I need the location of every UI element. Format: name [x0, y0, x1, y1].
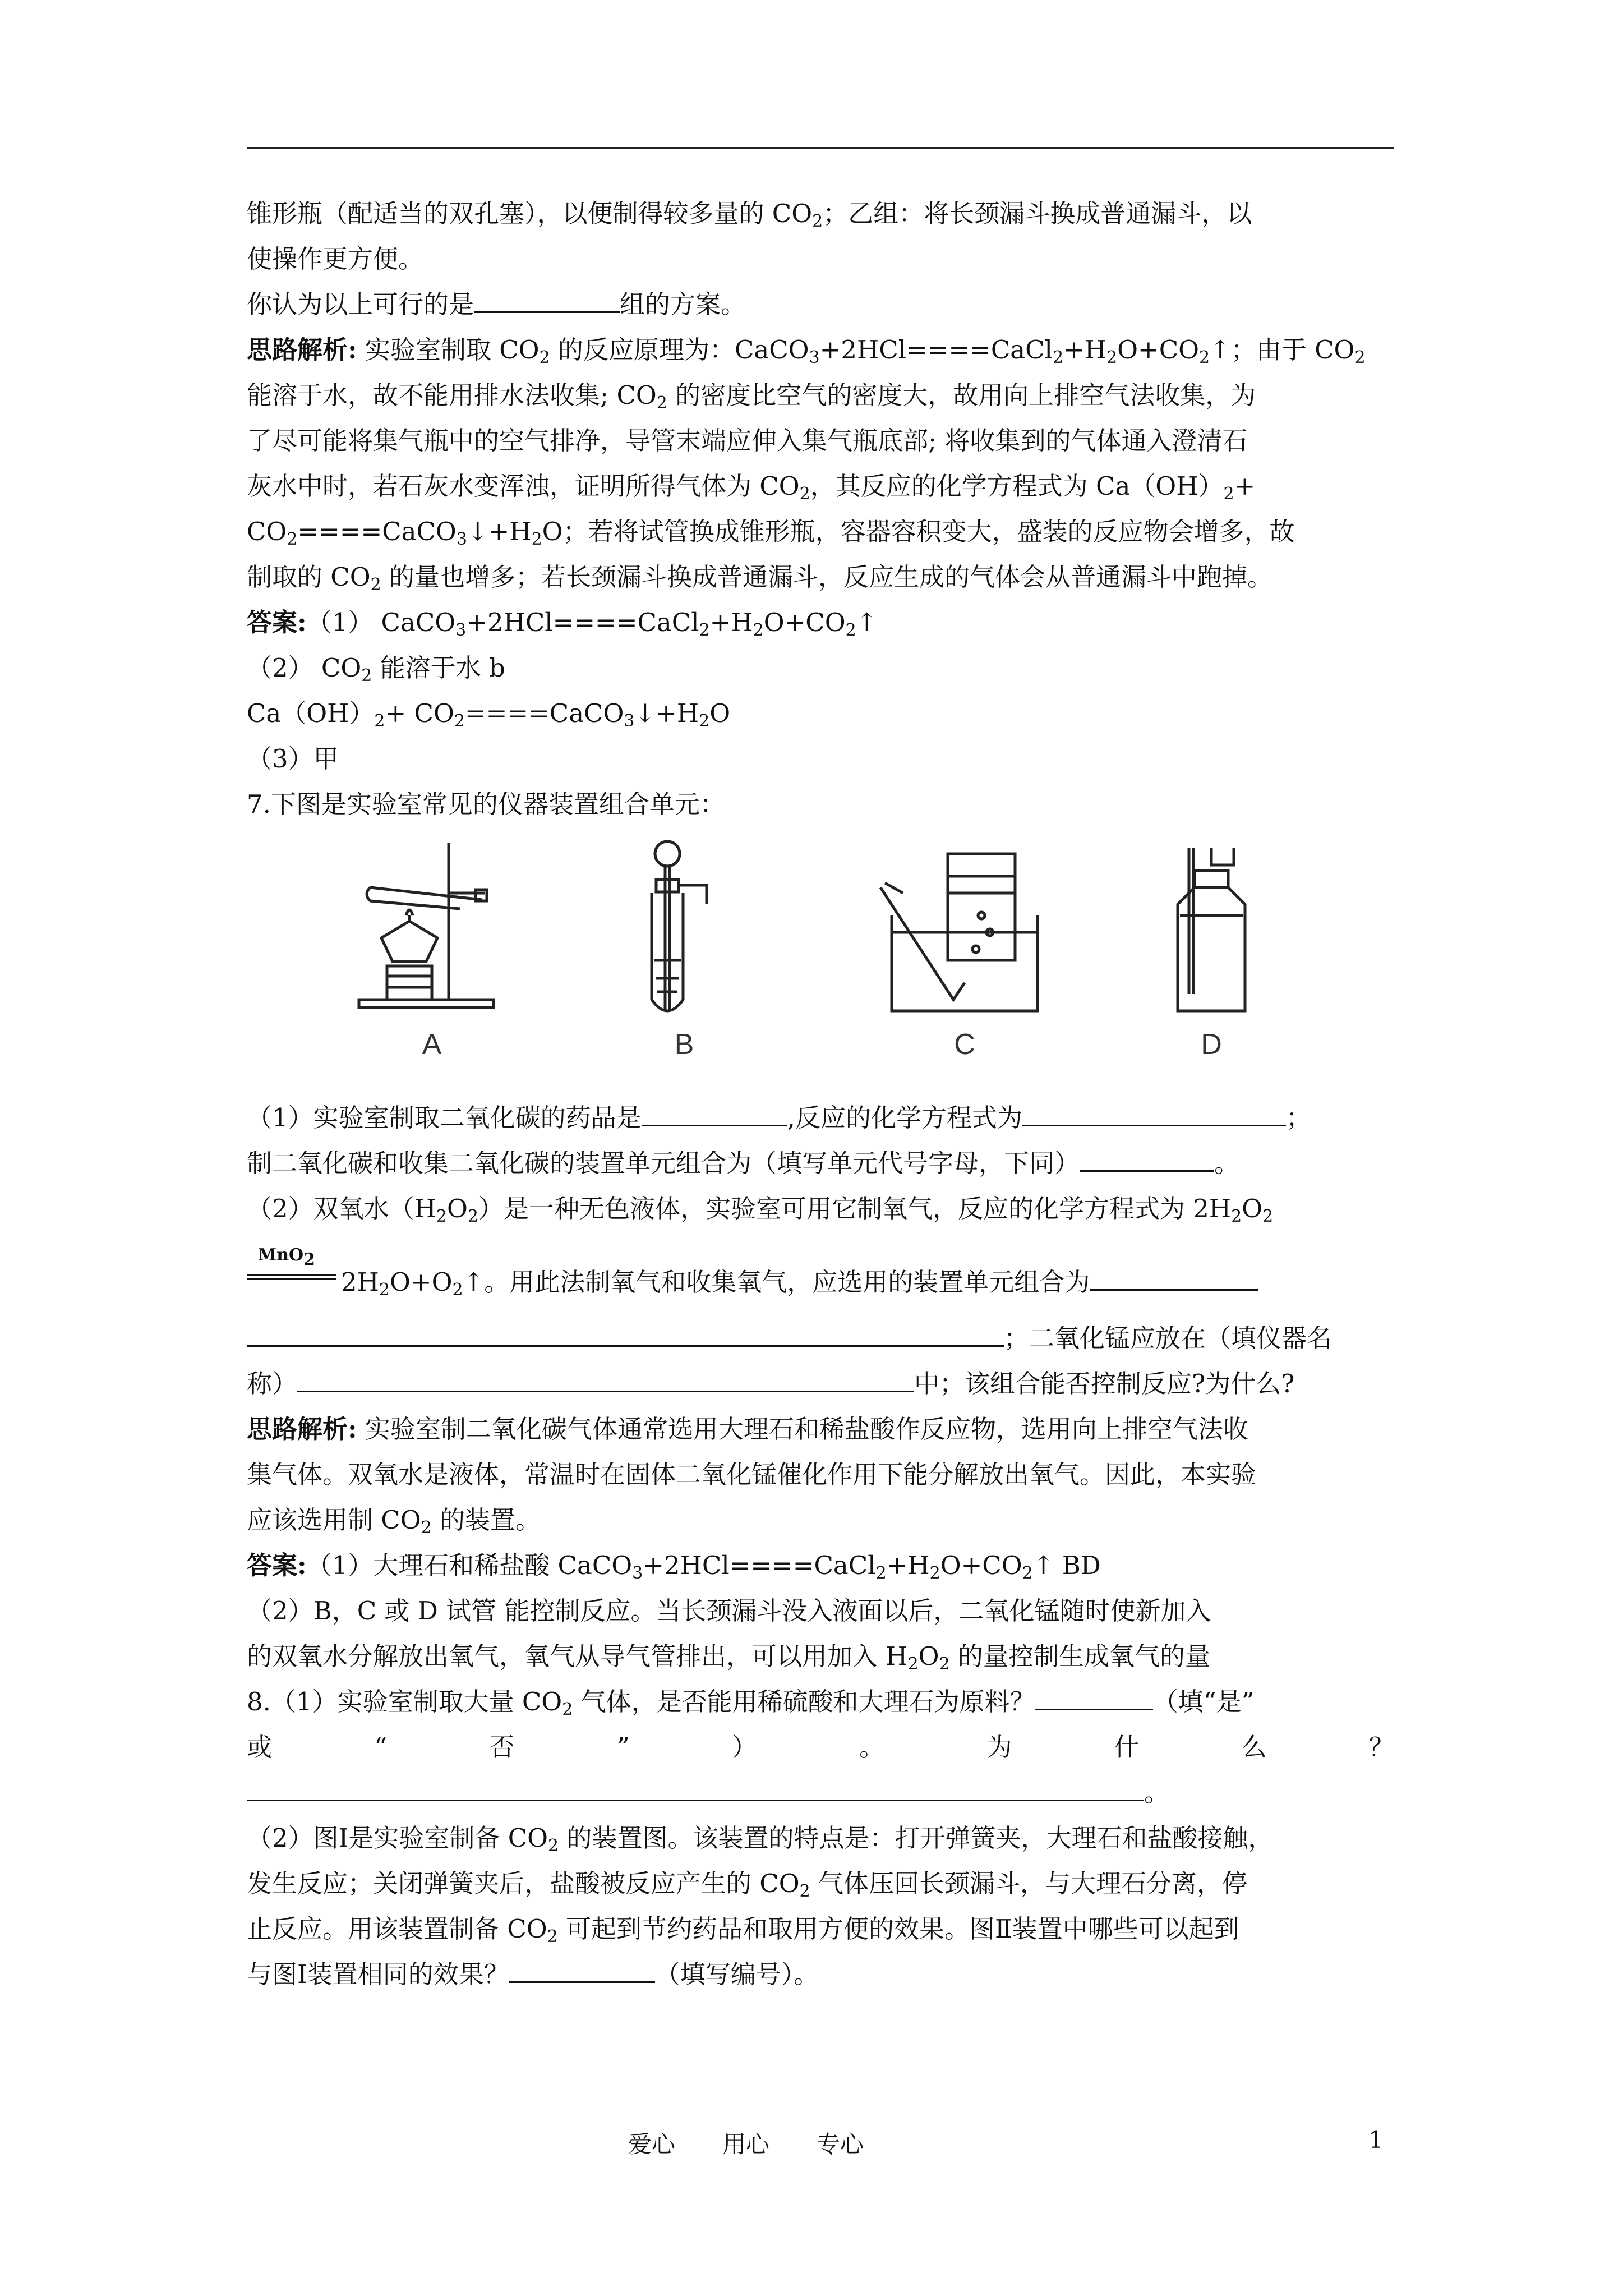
answer-blank[interactable]	[474, 287, 620, 313]
analysis-line: 集气体。双氧水是液体，常温时在固体二氧化锰催化作用下能分解放出氧气。因此，本实验	[247, 1460, 1257, 1489]
question-8-line: 。	[247, 1770, 1394, 1815]
question-line: 制二氧化碳和收集二氧化碳的装置单元组合为（填写单元代号字母，下同） 。	[247, 1140, 1394, 1186]
apparatus-d	[1155, 831, 1267, 1061]
analysis-line: 思路解析: 实验室制取 $CO_2$ 的反应原理为：$CaCO_3+2HCl====CaCl_2+H_2O+CO_2↑$；由于 $CO_2$	[247, 335, 1366, 367]
figure-label-a: A	[422, 1028, 442, 1061]
document-body	[247, 191, 1394, 1997]
equation-bar	[247, 1274, 336, 1276]
apparatus-a	[348, 831, 516, 1061]
answer-line: $Ca(OH)_2+$ $CO_2====CaCO_3↓+H_2O$	[247, 698, 731, 731]
answer-blank[interactable]	[642, 1100, 787, 1126]
answer-blank[interactable]	[297, 1366, 914, 1392]
test-tube-funnel-icon	[628, 831, 740, 1022]
apparatus-b	[628, 831, 740, 1061]
answer-blank[interactable]	[1035, 1684, 1153, 1710]
question-8-line: （2）图Ⅰ是实验室制备 $CO_2$ 的装置图。该装置的特点是：打开弹簧夹，大理石和盐酸接触，	[247, 1823, 1274, 1856]
equation-bar	[247, 1278, 336, 1280]
analysis-line: 制取的 $CO_2$ 的量也增多；若长颈漏斗换成普通漏斗，反应生成的气体会从普通漏斗中跑掉。	[247, 562, 1273, 595]
question-8-line: 发生反应；关闭弹簧夹后，盐酸被反应产生的 $CO_2$ 气体压回长颈漏斗，与大理石分离，停	[247, 1869, 1248, 1901]
figure-label-d: D	[1201, 1028, 1222, 1061]
apparatus-c	[869, 831, 1060, 1061]
answer-blank[interactable]	[1080, 1145, 1214, 1172]
answer-blank[interactable]	[1090, 1264, 1258, 1291]
analysis-line: $CO_2====CaCO_3↓+H_2O$；若将试管换成锥形瓶，容器容积变大，盛装的反应物会增多，故	[247, 517, 1295, 549]
alcohol-lamp-stand-icon	[348, 831, 516, 1022]
catalyst-equation-line: MnO$_2$ $2H_2O+O_2↑$。用此法制氧气和收集氧气，应选用的装置单元组合为	[247, 1231, 1394, 1315]
answer-blank[interactable]	[509, 1957, 655, 1983]
question-8-line: 8.（1）实验室制取大量 $CO_2$ 气体，是否能用稀硫酸和大理石为原料？ （填“是”	[247, 1679, 1394, 1724]
question-line: （2）双氧水$(H_2O_2)$是一种无色液体，实验室可用它制氧气，反应的化学方程式为 $2H_2O_2$	[247, 1194, 1274, 1226]
answer-line: （2） $CO_2$ 能溶于水 b	[247, 653, 505, 685]
answer-line: （2）B，C 或 D 试管 能控制反应。当长颈漏斗没入液面以后，二氧化锰随时使新加入	[247, 1596, 1211, 1626]
figure-label-b: B	[674, 1028, 694, 1061]
analysis-label: 思路解析:	[247, 1414, 357, 1444]
answer-line: 答案:（1）大理石和稀盐酸 $CaCO_3+2HCl====CaCl_2+H_2O+CO_2↑$ BD	[247, 1550, 1101, 1583]
question-7: 7.下图是实验室常见的仪器装置组合单元：	[247, 789, 725, 819]
header-rule	[247, 147, 1394, 149]
answer-label: 答案:	[247, 608, 307, 637]
question-8-line: 与图Ⅰ装置相同的效果？ （填写编号）。	[247, 1952, 1394, 1997]
answer-blank[interactable]	[247, 1775, 1144, 1801]
answer-line: 的双氧水分解放出氧气，氧气从导气管排出，可以用加入 $H_2O_2$ 的量控制生成氧气的量	[247, 1641, 1210, 1674]
analysis-line: 了尽可能将集气瓶中的空气排净，导管末端应伸入集气瓶底部; 将收集到的气体通入澄清石	[247, 426, 1248, 455]
question-line: （1）实验室制取二氧化碳的药品是 ,反应的化学方程式为 ；	[247, 1095, 1394, 1140]
footer-motto: 爱心 用心 专心	[628, 2131, 864, 2158]
analysis-line: 思路解析: 实验室制二氧化碳气体通常选用大理石和稀盐酸作反应物，选用向上排空气法收	[247, 1414, 1248, 1444]
question-line: ；二氧化锰应放在（填仪器名	[247, 1315, 1394, 1361]
analysis-label: 思路解析:	[247, 335, 357, 365]
page-number: 1	[1368, 2126, 1384, 2154]
answer-line: 答案:（1） $CaCO_3+2HCl====CaCl_2+H_2O+CO_2↑$	[247, 608, 878, 640]
text-line: 使操作更方便。	[247, 244, 424, 274]
analysis-line: 应该选用制 $CO_2$ 的装置。	[247, 1505, 541, 1538]
answer-blank[interactable]	[247, 1320, 1004, 1347]
text-line: 你认为以上可行的是 组的方案。	[247, 282, 1394, 327]
figure-label-c: C	[954, 1028, 975, 1061]
question-line: 称） 中；该组合能否控制反应?为什么?	[247, 1361, 1394, 1406]
catalyst-label: MnO$_2$	[258, 1245, 316, 1269]
analysis-line: 能溶于水，故不能用排水法收集; $CO_2$ 的密度比空气的密度大，故用向上排空气法收集，为	[247, 380, 1256, 413]
analysis-line: 灰水中时，若石灰水变浑浊，证明所得气体为 $CO_2$，其反应的化学方程式为 $Ca(OH)_2+$	[247, 471, 1256, 504]
text-line: 锥形瓶（配适当的双孔塞），以便制得较多量的 $CO_2$；乙组：将长颈漏斗换成普通漏斗，以	[247, 199, 1252, 231]
answer-line: （3）甲	[247, 744, 339, 774]
question-8-line: 止反应。用该装置制备 $CO_2$ 可起到节约药品和取用方便的效果。图Ⅱ装置中哪些可以起到	[247, 1914, 1239, 1947]
water-trough-icon	[869, 831, 1060, 1022]
answer-blank[interactable]	[1022, 1100, 1286, 1126]
answer-label: 答案:	[247, 1550, 307, 1580]
gas-collecting-bottle-icon	[1155, 831, 1267, 1022]
apparatus-figure	[247, 831, 1394, 1089]
question-8-spread-line: 或 “ 否 ” ） 。 为 什 么 ？	[247, 1732, 1394, 1762]
